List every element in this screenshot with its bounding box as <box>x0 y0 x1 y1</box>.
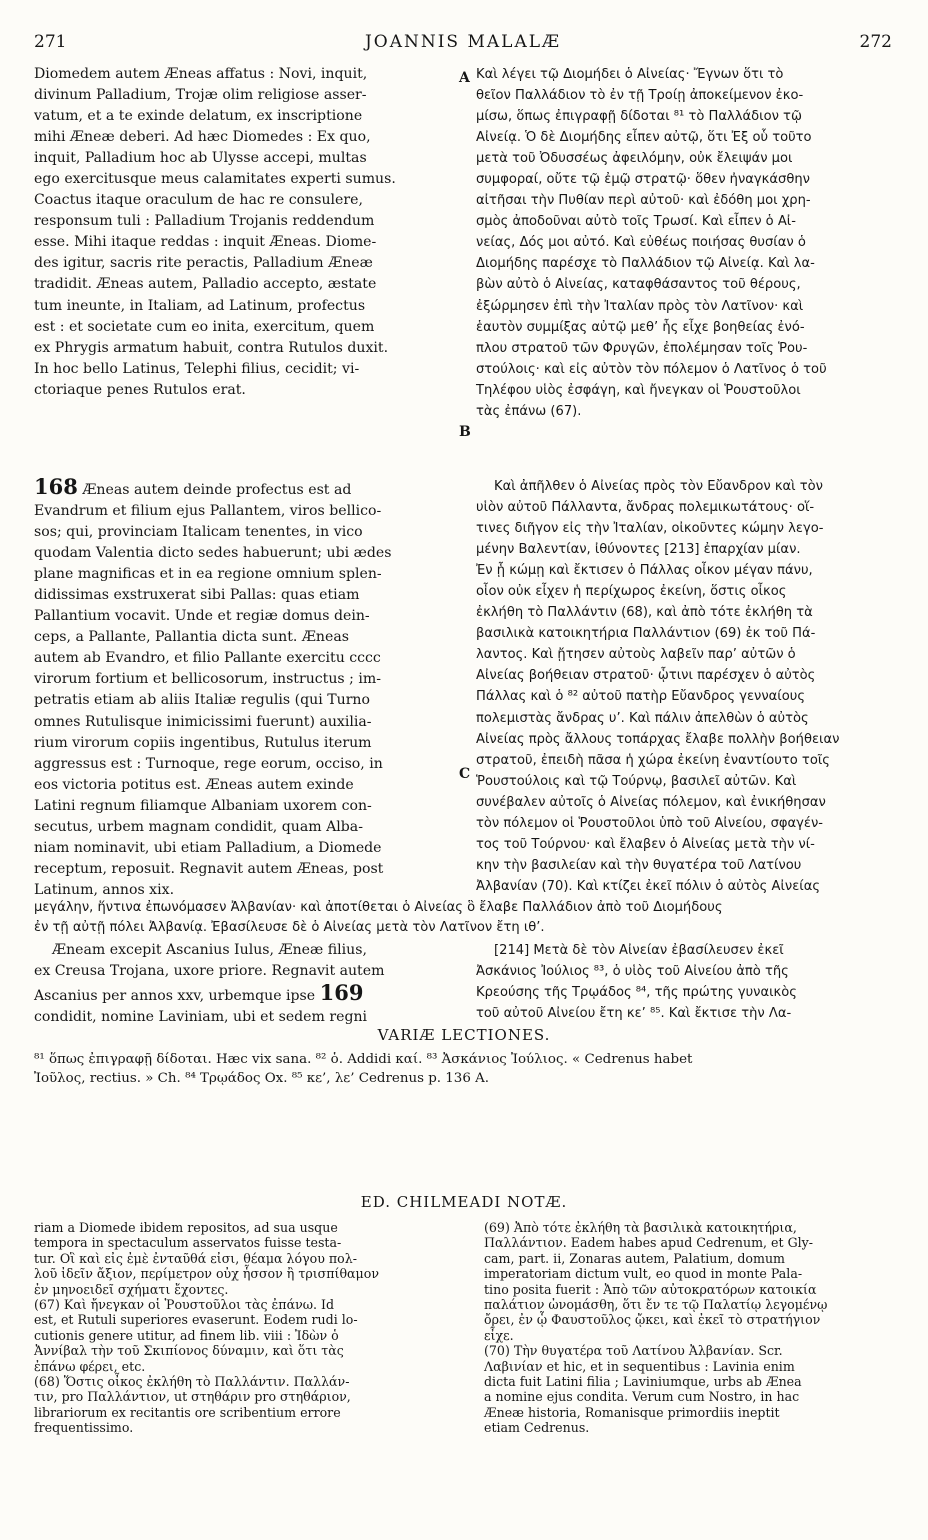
latin-line: receptum, reposuit. Regnavit autem Æneas, post <box>34 860 384 877</box>
note-line: τιν, pro Παλλάντιον, ut στηθάριν pro στηθάριον, <box>34 1389 351 1405</box>
latin-line: ex Phrygis armatum habuit, contra Rutulos duxit. <box>34 339 389 356</box>
note-line: παλάτιον ὠνομάσθη, ὅτι ἔν τε τῷ Παλατίῳ λεγομένῳ <box>484 1297 828 1313</box>
note-line: frequentissimo. <box>34 1420 134 1436</box>
greek-line: μίσω, ὅπως ἐπιγραφῇ δίδοται ⁸¹ τὸ Παλλάδιον τῷ <box>476 109 802 125</box>
latin-paragraph-2 <box>34 476 458 901</box>
greek-line: τοῦ αὐτοῦ Αἰνείου ἔτη κε’ ⁸⁵. Καὶ ἔκτισε τὴν Λα- <box>476 1006 792 1022</box>
latin-line: Coactus itaque oraculum de hac re consulere, <box>34 192 363 209</box>
note-line: λοῦ ἰδεῖν ἄξιον, περίμετρον οὐχ ἧσσον ἢ τρισπίθαμον <box>34 1266 379 1282</box>
greek-line: Αἰνείας βοήθειαν στρατοῦ· ᾧτινι παρέσχεν ὁ αὐτὸς <box>476 668 816 684</box>
greek-line: οἷον οὐκ εἶχεν ἡ περίχωρος ἐκείνη, ὅστις οἶκος <box>476 584 787 600</box>
latin-line: omnes Rutulisque inimicissimi fuerunt) auxilia- <box>34 713 372 730</box>
greek-line: νείας, Δός μοι αὐτό. Καὶ εὐθέως ποιήσας θυσίαν ὁ <box>476 235 806 251</box>
greek-line: ἐκλήθη τὸ Παλλάντιν (68), καὶ ἀπὸ τότε ἐκλήθη τὰ <box>476 605 813 621</box>
variae-lectiones-title: VARIÆ LECTIONES. <box>377 1026 551 1044</box>
note-line: dicta fuit Latini filia ; Laviniumque, urbs ab Ænea <box>484 1374 802 1390</box>
greek-full-line: ἐν τῇ αὐτῇ πόλει Ἀλβανίᾳ. Ἐβασίλευσε δὲ ὁ Αἰνείας μετὰ τὸν Λατῖνον ἔτη ιθ’. <box>34 920 545 935</box>
note-line: (68) Ὅστις οἶκος ἐκλήθη τὸ Παλλάντιν. Παλλάν- <box>34 1374 350 1390</box>
latin-line: petratis etiam ab aliis Italiæ regulis (qui Turno <box>34 692 370 709</box>
greek-line: αἰτῆσαι τὴν Πυθίαν περὶ αὐτοῦ· καὶ ἐδόθη μοι χρη- <box>476 193 811 209</box>
greek-line: σμὸς ἀποδοῦναι αὐτὸ τοῖς Τρωσί. Καὶ εἶπεν ὁ Αἰ- <box>476 214 796 230</box>
latin-line: aggressus est : Turnoque, rege eorum, occiso, in <box>34 755 383 772</box>
note-line: Ἀννίβαλ τὴν τοῦ Σκιπίονος δύναμιν, καὶ ὅτι τὰς <box>34 1343 344 1359</box>
greek-line: συνέβαλεν αὐτοῖς ὁ Αἰνείας πόλεμον, καὶ ἐνικήθησαν <box>476 794 826 810</box>
greek-line: μετὰ τοῦ Ὀδυσσέως ἀφειλόμην, οὐκ ἔλειψάν μοι <box>476 151 793 167</box>
greek-line: πολεμιστὰς ἄνδρας υ’. Καὶ πάλιν ἀπελθὼν ὁ αὐτὸς <box>476 710 809 726</box>
note-line: (67) Καὶ ἤνεγκαν οἱ Ῥουστοῦλοι τὰς ἐπάνω. Id <box>34 1297 335 1313</box>
latin-line: est : et societate cum eo inita, exercitum, quem <box>34 318 375 335</box>
latin-line-text: Ascanius per annos xxv, urbemque ipse <box>34 988 316 1005</box>
note-line: est, et Rutuli superiores evaserunt. Eodem rudi lo- <box>34 1312 358 1328</box>
greek-line: τὸν πόλεμον οἱ Ῥουστοῦλοι ὑπὸ τοῦ Αἰνείου, σφαγέν- <box>476 815 824 831</box>
note-line: Æneæ historia, Romanisque primordiis ineptit <box>484 1404 780 1420</box>
greek-line: Καὶ ἀπῆλθεν ὁ Αἰνείας πρὸς τὸν Εὔανδρον καὶ τὸν <box>494 479 823 494</box>
greek-line: πλου στρατοῦ τῶν Φρυγῶν, ἐπολέμησαν τοῖς Ῥου- <box>476 340 808 356</box>
greek-line: Αἰνείας πρὸς ἄλλους τοπάρχας ἔλαβε πολλὴν βοήθειαν <box>476 731 840 747</box>
note-line: εἶχε. <box>484 1327 514 1343</box>
margin-letter-c: C <box>459 766 471 782</box>
latin-line: tum ineunte, in Italiam, ad Latinum, profectus <box>34 297 366 314</box>
latin-line: Evandrum et filium ejus Pallantem, viros bellico- <box>34 503 382 520</box>
greek-line: τινες διῆγον εἰς τὴν Ἰταλίαν, οἰκοῦντες κώμην λεγο- <box>476 521 824 537</box>
greek-line: συμφοραί, οὔτε τῷ ἐμῷ στρατῷ· ὅθεν ἠναγκάσθην <box>476 172 810 188</box>
greek-line: Ῥουστούλοις καὶ τῷ Τούρνῳ, βασιλεῖ αὐτῶν. Καὶ <box>476 773 797 789</box>
greek-line: βὼν αὐτὸ ὁ Αἰνείας, καταφθάσαντος τοῦ θέρους, <box>476 277 801 293</box>
note-line: Παλλάντιον. Eadem habes apud Cedrenum, et Gly- <box>484 1235 814 1251</box>
greek-line: στρατοῦ, ἐπειδὴ πᾶσα ἡ χώρα ἐκείνη ἐναντίουτο τοῖς <box>476 752 830 768</box>
running-header <box>34 32 892 54</box>
note-line: cutionis genere utitur, ad finem lib. viii : Ἰδὼν ὁ <box>34 1327 339 1343</box>
greek-line: στούλοις· καὶ εἰς αὐτὸν τὸν πόλεμον ὁ Λατῖνος ὁ τοῦ <box>476 361 827 377</box>
latin-line: tradidit. Æneas autem, Palladio accepto, æstate <box>34 276 377 293</box>
latin-line: virorum fortium et bellicosorum, instructus ; im- <box>34 671 381 688</box>
latin-line: ctoriaque penes Rutulos erat. <box>34 381 246 398</box>
note-line: (70) Τὴν θυγατέρα τοῦ Λατίνου Ἀλβανίαν. Scr. <box>484 1343 783 1359</box>
margin-letter-a: A <box>459 70 470 86</box>
latin-line: eos victoria potitus est. Æneas autem exinde <box>34 776 354 793</box>
variae-line: ⁸¹ ὅπως ἐπιγραφῇ δίδοται. Hæc vix sana. ⁸² ὁ. Addidi καί. ⁸³ Ἀσκάνιος Ἰούλιος. « Cedrenus habet <box>34 1052 693 1067</box>
greek-full-line: μεγάλην, ἥντινα ἐπωνόμασεν Ἀλβανίαν· καὶ ἀποτίθεται ὁ Αἰνείας ὃ ἔλαβε Παλλάδιον ἀπὸ τοῦ Διομήδους <box>34 900 723 915</box>
greek-line: τὰς ἐπάνω (67). <box>476 403 582 419</box>
greek-line: Αἰνείᾳ. Ὁ δὲ Διομήδης εἶπεν αὐτῷ, ὅτι Ἐξ οὗ τοῦτο <box>476 130 812 146</box>
note-line: (69) Ἀπὸ τότε ἐκλήθη τὰ βασιλικὰ κατοικητήρια, <box>484 1220 797 1235</box>
running-title: JOANNIS MALALÆ <box>364 32 562 52</box>
latin-line: Æneam excepit Ascanius Iulus, Æneæ filius, <box>52 942 367 958</box>
page-number-right: 272 <box>859 32 892 52</box>
greek-line: ἐξώρμησεν ἐπὶ τὴν Ἰταλίαν πρὸς τὸν Λατῖνον· καὶ <box>476 298 804 314</box>
greek-line: Ἀσκάνιος Ἰούλιος ⁸³, ὁ υἱὸς τοῦ Αἰνείου ἀπὸ τῆς <box>476 964 789 980</box>
note-line: tino posita fuerit : Ἀπὸ τῶν αὐτοκρατόρων κατοικία <box>484 1281 817 1297</box>
notes-left-column <box>34 1220 466 1436</box>
greek-line: τος τοῦ Τούρνου· καὶ ἔλαβεν ὁ Αἰνείας μετὰ τὴν νί- <box>476 836 815 852</box>
latin-line: rium virorum copiis ingentibus, Rutulus iterum <box>34 734 372 751</box>
latin-line: Latinum, annos xix. <box>34 881 175 898</box>
greek-line: ἑαυτὸν συμμίξας αὐτῷ μεθ’ ἧς εἶχε βοηθείας ἐνό- <box>476 319 805 335</box>
greek-line: βασιλικὰ κατοικητήρια Παλλάντιον (69) ἐκ τοῦ Πά- <box>476 626 816 642</box>
greek-line: Καὶ λέγει τῷ Διομήδει ὁ Αἰνείας· Ἔγνων ὅτι τὸ <box>476 67 784 82</box>
latin-line <box>34 476 458 501</box>
greek-line: Πάλλας καὶ ὁ ⁸² αὐτοῦ πατὴρ Εὔανδρος γενναίους <box>476 689 805 705</box>
latin-line: niam nominavit, ubi etiam Palladium, a Diomede <box>34 839 382 856</box>
latin-line: des igitur, sacris rite peractis, Palladium Æneæ <box>34 255 373 272</box>
greek-line: θεῖον Παλλάδιον τὸ ἐν τῇ Τροίῃ ἀποκείμενον ἐκο- <box>476 88 804 104</box>
latin-line: autem ab Evandro, et filio Pallante exercitu cccc <box>34 650 381 667</box>
greek-line: Ἀλβανίαν (70). Καὶ κτίζει ἐκεῖ πόλιν ὁ αὐτὸς Αἰνείας <box>476 878 821 894</box>
section-number-169: 169 <box>319 980 364 1006</box>
latin-line: Pallantium vocavit. Unde et regiæ domus dein- <box>34 608 370 625</box>
variae-line: Ἰοῦλος, rectius. » Ch. ⁸⁴ Τρῳάδος Ox. ⁸⁵ κε’, λε’ Cedrenus p. 136 A. <box>34 1071 490 1086</box>
greek-full-width-lines <box>34 898 896 938</box>
latin-line: ceps, a Pallante, Pallantia dicta sunt. Æneas <box>34 629 349 646</box>
note-line: cam, part. ii, Zonaras autem, Palatium, domum <box>484 1250 785 1266</box>
latin-line: mihi Æneæ deberi. Ad hæc Diomedes : Ex quo, <box>34 129 371 146</box>
latin-line: quodam Valentia dicto sedes habuerunt; ubi ædes <box>34 545 392 562</box>
note-line: imperatoriam dictum vult, eo quod in monte Pala- <box>484 1266 803 1282</box>
latin-line: condidit, nomine Laviniam, ubi et sedem regni <box>34 1009 368 1026</box>
latin-line <box>34 982 458 1007</box>
latin-line-text: Æneas autem deinde profectus est ad <box>82 482 352 498</box>
greek-line: Ἐν ᾗ κώμῃ καὶ ἔκτισεν ὁ Πάλλας οἶκον μέγαν πάνυ, <box>476 563 813 579</box>
latin-line: In hoc bello Latinus, Telephi filius, cecidit; vi- <box>34 360 360 377</box>
latin-line: ex Creusa Trojana, uxore priore. Regnavit autem <box>34 963 385 980</box>
greek-line: μένην Βαλεντίαν, ἰθύνοντες [213] ἐπαρχίαν μίαν. <box>476 542 801 558</box>
note-line: ἐπάνω φέρει, etc. <box>34 1358 146 1374</box>
greek-line: κην τὴν βασιλείαν καὶ τὴν θυγατέρα τοῦ Λατίνου <box>476 857 802 873</box>
note-line: etiam Cedrenus. <box>484 1420 590 1436</box>
greek-line: Διομήδης παρέσχε τὸ Παλλάδιον τῷ Αἰνείᾳ. Καὶ λα- <box>476 256 815 272</box>
note-line: tur. Οἳ καὶ εἰς ἐμὲ ἐνταῦθά εἰσι, θέαμα λόγου πολ- <box>34 1250 357 1266</box>
note-line: Λαβινίαν et hic, et in sequentibus : Lavinia enim <box>484 1358 795 1374</box>
latin-line: esse. Mihi itaque reddas : inquit Æneas. Diome- <box>34 234 377 251</box>
latin-line: divinum Palladium, Trojæ olim religiose asser- <box>34 87 367 104</box>
latin-line: vatum, et a te exinde delatum, ex inscriptione <box>34 108 363 125</box>
latin-line: Diomedem autem Æneas affatus : Novi, inquit, <box>34 66 368 82</box>
latin-line: ego exercitusque meus calamitates experti sumus. <box>34 171 396 188</box>
latin-line: plane magnificas et in ea regione omnium splen- <box>34 566 382 583</box>
variae-lectiones-text <box>34 1050 896 1088</box>
note-line: a nomine ejus condita. Verum cum Nostro, in hac <box>484 1389 800 1405</box>
latin-line: inquit, Palladium hoc ab Ulysse accepi, multas <box>34 150 367 167</box>
latin-line: secutus, urbem magnam condidit, quam Alba- <box>34 818 363 835</box>
note-line: ὄρει, ἐν ᾧ Φαυστοῦλος ᾤκει, καὶ ἐκεῖ τὸ στρατήγιον <box>484 1312 821 1328</box>
section-number-168: 168 <box>34 474 78 499</box>
margin-letter-b: B <box>459 424 471 440</box>
greek-line: λαντος. Καὶ ᾔτησεν αὐτοὺς λαβεῖν παρ’ αὐτῶν ὁ <box>476 647 796 663</box>
note-line: tempora in spectaculum asservatos fuisse testa- <box>34 1235 342 1251</box>
greek-paragraph-1 <box>476 64 896 422</box>
latin-paragraph-3 <box>34 940 458 1028</box>
page-number-left: 271 <box>34 32 67 52</box>
note-line: librariorum ex recitantis ore scribentium errore <box>34 1404 341 1420</box>
latin-line: didissimas exstruxerat sibi Pallas: quas etiam <box>34 587 360 604</box>
greek-line: υἱὸν αὐτοῦ Πάλλαντα, ἄνδρας πολεμικωτάτους· οἵ- <box>476 500 815 516</box>
greek-line: Τηλέφου υἱὸς ἐσφάγη, καὶ ἤνεγκαν οἱ Ῥουστοῦλοι <box>476 382 801 398</box>
greek-paragraph-2 <box>476 476 896 897</box>
notes-right-column <box>484 1220 896 1436</box>
latin-line: Latini regnum filiamque Albaniam uxorem con- <box>34 797 372 814</box>
greek-line: Κρεούσης τῆς Τρῳάδος ⁸⁴, τῆς πρώτης γυναικὸς <box>476 985 797 1001</box>
note-line: ἐν μηνοειδεῖ σχήματι ἔχοντες. <box>34 1281 229 1297</box>
greek-paragraph-3 <box>476 940 896 1024</box>
latin-line: responsum tuli : Palladium Trojanis reddendum <box>34 213 375 230</box>
greek-line: [214] Μετὰ δὲ τὸν Αἰνείαν ἐβασίλευσεν ἐκεῖ <box>494 943 784 958</box>
note-line: riam a Diomede ibidem repositos, ad sua usque <box>34 1220 338 1235</box>
latin-line: sos; qui, provinciam Italicam tenentes, in vico <box>34 524 363 541</box>
notes-title: ED. CHILMEADI NOTÆ. <box>360 1193 568 1211</box>
latin-paragraph-1 <box>34 64 458 401</box>
